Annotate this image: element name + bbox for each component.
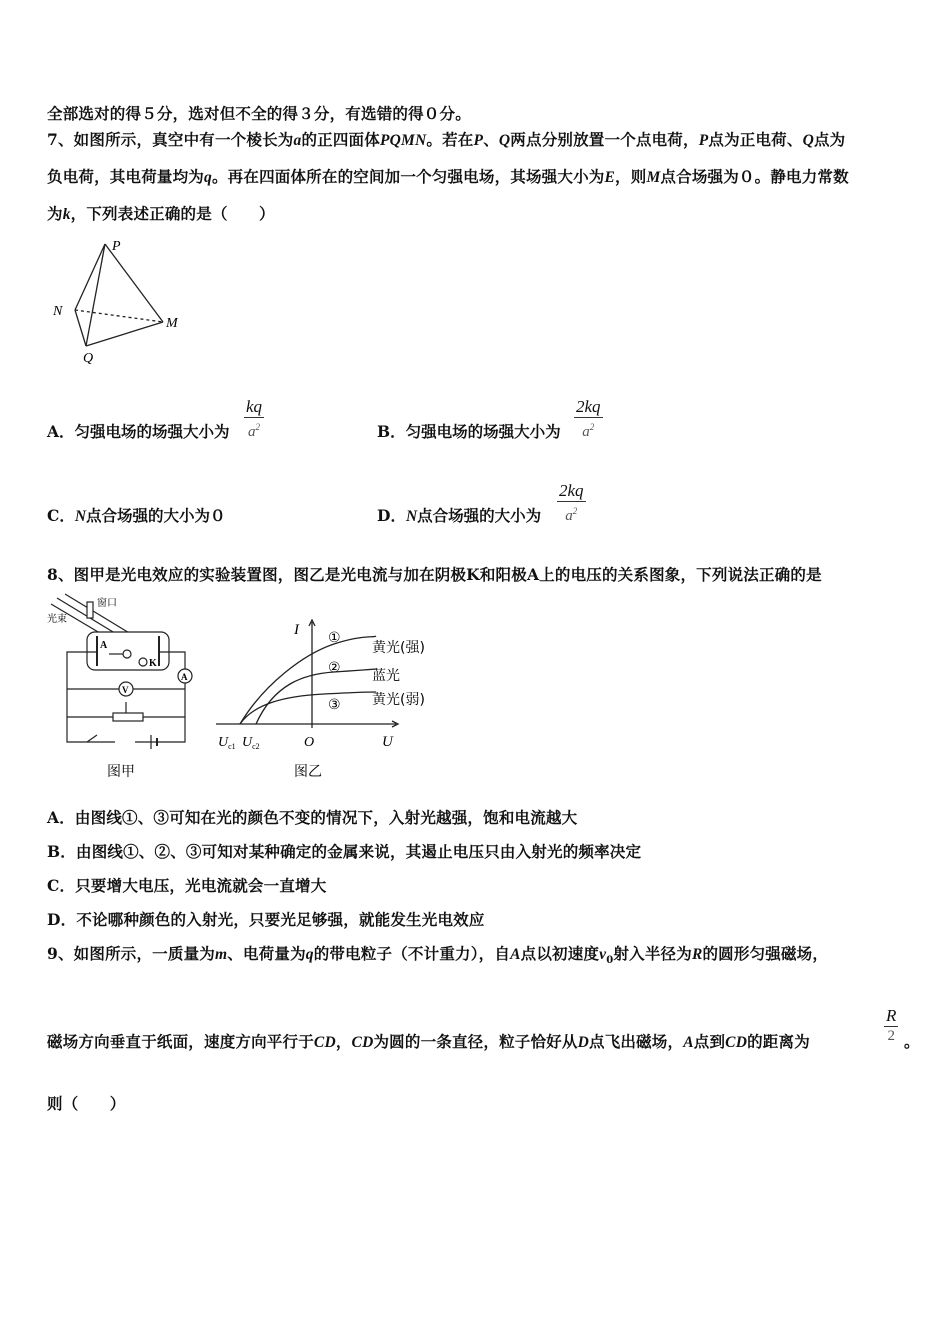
curve-1 [240,636,376,724]
origin-label: O [304,735,315,750]
tetrahedron-figure [45,236,195,366]
edge-nq [75,310,86,346]
curve-1-label: 黄光(强) [372,640,425,656]
edge-qm [86,322,163,346]
label-m: M [166,316,178,331]
switch [87,735,97,742]
anode-label: A [100,640,108,651]
curve-2 [256,669,376,724]
q7-option-d[interactable]: D．N点合场强的大小为 [377,506,542,525]
q8-option-d[interactable]: D．不论哪种颜色的入射光，只要光足够强，就能发生光电效应 [47,910,485,929]
label-n: N [53,304,63,319]
edge-pq [86,244,105,346]
intro-line: 全部选对的得５分，选对但不全的得３分，有选错的得０分。 [47,104,471,123]
edge-nm-hidden [75,310,163,322]
q9-line-1: 9、如图所示，一质量为m、电荷量为q的带电粒子（不计重力），自A点以初速度$v_0$射入半径为R的圆形匀强磁场， [47,944,829,967]
q7-option-c[interactable]: C．N点合场强的大小为０ [47,506,226,525]
i-axis-label: I [294,622,299,638]
q7-option-b[interactable]: B．匀强电场的场强大小为 [377,422,561,441]
q7-line-2: 负电荷，其电荷量均为q。再在四面体所在的空间加一个匀强电场，其场强大小为E，则M点合场强为０。静电力常数 [47,167,849,186]
curve-2-number: ② [328,660,341,676]
edge-pm [105,244,163,322]
q7-line-1: 7、如图所示，真空中有一个棱长为a的正四面体PQMN。若在P、Q两点分别放置一个点电荷，P点为正电荷、Q点为 [47,130,846,149]
u-axis-label: U [382,734,393,750]
q8-option-b[interactable]: B．由图线①、②、③可知对某种确定的金属来说，其遏止电压只由入射光的频率决定 [47,842,642,861]
q7-option-b-fraction: $\frac{2kq}{a^2}$ [576,397,601,440]
q9-fraction-r-over-2: $\frac{R}{2}$ [886,1006,897,1044]
q8-figure-iu-graph [214,614,454,784]
q9-line-3: 则（ ） [47,1094,126,1113]
q8-stem: 8、图甲是光电效应的实验装置图，图乙是光电流与加在阴极K和阳极A上的电压的关系图象，下列说法正确的是 [47,565,822,584]
window-slit [87,602,93,618]
label-q: Q [83,351,94,366]
edge-pn [75,244,105,310]
curve-3-label: 黄光(弱) [372,692,425,708]
curve-1-number: ① [328,630,341,646]
q8-option-c[interactable]: C．只要增大电压，光电流就会一直增大 [47,876,327,895]
uc2-label: $U_{c2}$ [242,735,260,751]
window-label: 窗口 [97,598,117,609]
uc1-label: $U_{c1}$ [218,735,236,751]
q9-line-2-end: 。 [904,1032,920,1051]
q7-option-a[interactable]: A．匀强电场的场强大小为 [47,422,230,441]
rheostat [113,713,143,721]
q8-figure-apparatus [45,592,205,784]
curve-3-number: ③ [328,697,341,713]
q7-option-d-fraction: $\frac{2kq}{a^2}$ [559,481,584,524]
q9-line-2: 磁场方向垂直于纸面，速度方向平行于CD，CD为圆的一条直径，粒子恰好从D点飞出磁场，A点到CD的距离为 [47,1032,810,1051]
curve-2-label: 蓝光 [372,668,400,684]
figure-b-caption: 图乙 [294,764,322,780]
light-label: 光束 [47,614,67,625]
figure-a-caption: 图甲 [107,764,135,780]
cathode-label: K [149,658,157,669]
voltmeter-label: V [122,685,129,695]
q8-option-a[interactable]: A．由图线①、③可知在光的颜色不变的情况下，入射光越强，饱和电流越大 [47,808,578,827]
ammeter-label: A [181,672,188,682]
q7-option-a-fraction: $\frac{kq}{a^2}$ [246,397,263,440]
q7-line-3: 为k，下列表述正确的是（ ） [47,204,275,223]
label-p: P [112,239,121,254]
